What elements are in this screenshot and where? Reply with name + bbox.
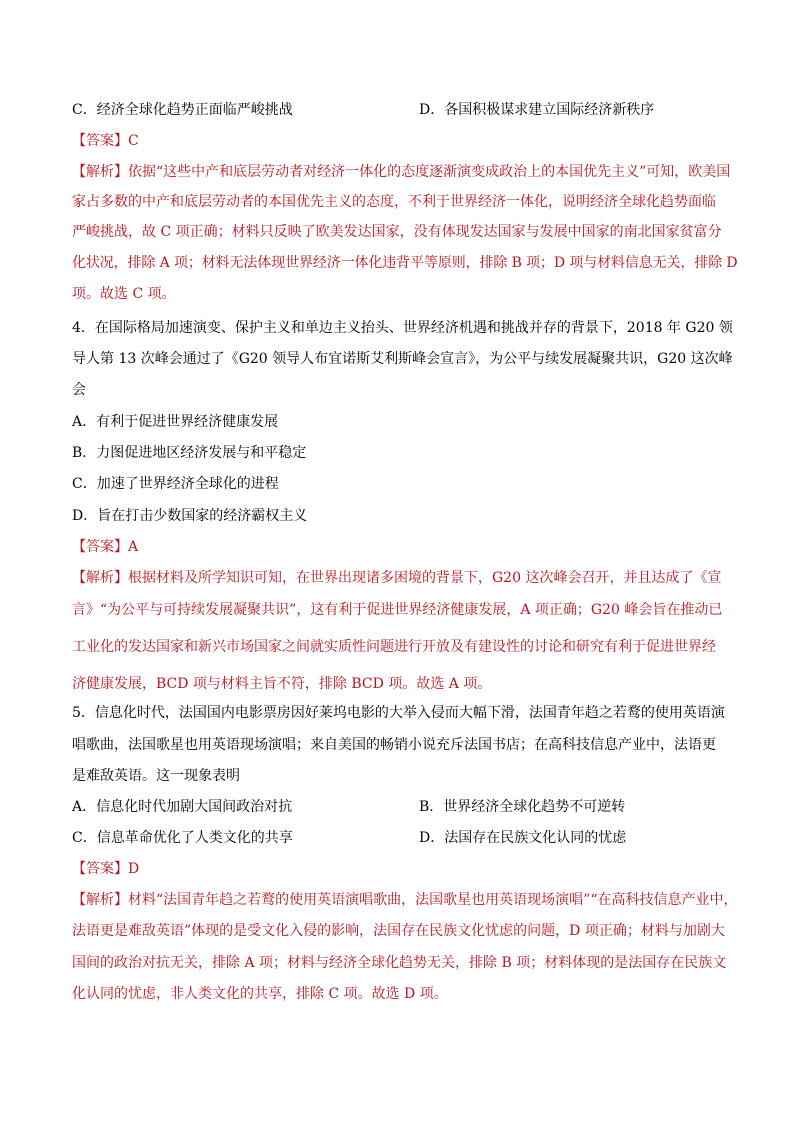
q3-option-d: D．各国积极谋求建立国际经济新秩序 — [419, 102, 655, 118]
q3-analysis-line-5: 项。故选 C 项。 — [72, 286, 176, 302]
q4-stem-line-1: 4．在国际格局加速演变、保护主义和单边主义抬头、世界经济机遇和挑战并存的背景下，2018 年 G20 领 — [72, 320, 733, 336]
answer-label: 【答案】 — [72, 861, 128, 877]
q5-option-d: D．法国存在民族文化认同的忧虑 — [419, 830, 627, 846]
q3-option-c: C．经济全球化趋势正面临严峻挑战 — [72, 102, 293, 118]
q5-analysis-line-3: 国间的政治对抗无关，排除 A 项；材料与经济全球化趋势无关，排除 B 项；材料体现的是法国存在民族文 — [72, 955, 727, 971]
answer-label: 【答案】 — [72, 539, 128, 555]
q4-option-d: D．旨在打击少数国家的经济霸权主义 — [72, 508, 308, 524]
q4-option-b: B．力图促进地区经济发展与和平稳定 — [72, 445, 307, 461]
q4-stem-line-2: 导人第 13 次峰会通过了《G20 领导人布宜诺斯艾利斯峰会宣言》，为公平与续发展凝聚共识，G20 这次峰 — [72, 351, 733, 367]
q5-stem-line-2: 唱歌曲，法国歌星也用英语现场演唱；来自美国的畅销小说充斥法国书店；在高科技信息产业中，法语更 — [72, 737, 716, 753]
q5-option-b: B．世界经济全球化趋势不可逆转 — [419, 799, 626, 815]
q4-analysis-line-2: 言》“为公平与可持续发展凝聚共识”，这有利于促进世界经济健康发展，A 项正确；G20 峰会旨在推动已 — [72, 602, 723, 618]
q3-answer — [72, 131, 139, 151]
q3-analysis-line-2: 家占多数的中产和底层劳动者的本国优先主义的态度，不利于世界经济一体化，说明经济全球化趋势面临 — [72, 194, 716, 210]
q4-analysis-line-1: 【解析】根据材料及所学知识可知，在世界出现诸多困境的背景下，G20 这次峰会召开，并且达成了《宣 — [72, 570, 722, 586]
q3-analysis-line-1: 【解析】依据“这些中产和底层劳动者对经济一体化的态度逐渐演变成政治上的本国优先主义”可知，欧美国 — [72, 164, 731, 180]
analysis-label: 【解析】 — [72, 892, 128, 908]
q4-option-a: A．有利于促进世界经济健康发展 — [72, 414, 279, 430]
answer-value: D — [128, 861, 140, 877]
q4-stem-line-3: 会 — [72, 382, 86, 398]
answer-value: C — [128, 133, 139, 149]
q5-options-row-2 — [72, 828, 627, 848]
q5-analysis-line-1: 【解析】材料“法国青年趋之若鹜的使用英语演唱歌曲，法国歌星也用英语现场演唱”“在高科技信息产业中， — [72, 892, 738, 908]
q3-analysis-line-4: 化状况，排除 A 项；材料无法体现世界经济一体化违背平等原则，排除 B 项；D 项与材料信息无关，排除 D — [72, 255, 738, 271]
q3-analysis-line-3: 严峻挑战，故 C 项正确；材料只反映了欧美发达国家，没有体现发达国家与发展中国家的南北国家贫富分 — [72, 224, 722, 240]
q5-options-row-1 — [72, 797, 626, 817]
q5-answer — [72, 859, 139, 879]
q3-options-row — [72, 100, 655, 120]
q4-option-c: C．加速了世界经济全球化的进程 — [72, 476, 279, 492]
analysis-label: 【解析】 — [72, 164, 128, 180]
q4-analysis-line-3: 工业化的发达国家和新兴市场国家之间就实质性问题进行开放及有建设性的讨论和研究有利于促进世界经 — [72, 639, 716, 655]
answer-label: 【答案】 — [72, 133, 128, 149]
q5-option-a: A．信息化时代加剧大国间政治对抗 — [72, 799, 293, 815]
q5-stem-line-1: 5．信息化时代，法国国内电影票房因好莱坞电影的大举入侵而大幅下滑，法国青年趋之若鹜的使用英语演 — [72, 705, 725, 721]
q5-option-c: C．信息革命优化了人类文化的共享 — [72, 830, 293, 846]
answer-value: A — [128, 539, 139, 555]
q5-analysis-line-4: 化认同的忧虑，非人类文化的共享，排除 C 项。故选 D 项。 — [72, 986, 448, 1002]
q5-analysis-line-2: 法语更是难敌英语”体现的是受文化入侵的影响，法国存在民族文化忧虑的问题，D 项正确；材料与加剧大 — [72, 923, 725, 939]
q5-stem-line-3: 是难敌英语。这一现象表明 — [72, 768, 240, 784]
analysis-label: 【解析】 — [72, 570, 128, 586]
q4-answer — [72, 537, 138, 557]
q4-analysis-line-4: 济健康发展，BCD 项与材料主旨不符，排除 BCD 项。故选 A 项。 — [72, 676, 492, 692]
